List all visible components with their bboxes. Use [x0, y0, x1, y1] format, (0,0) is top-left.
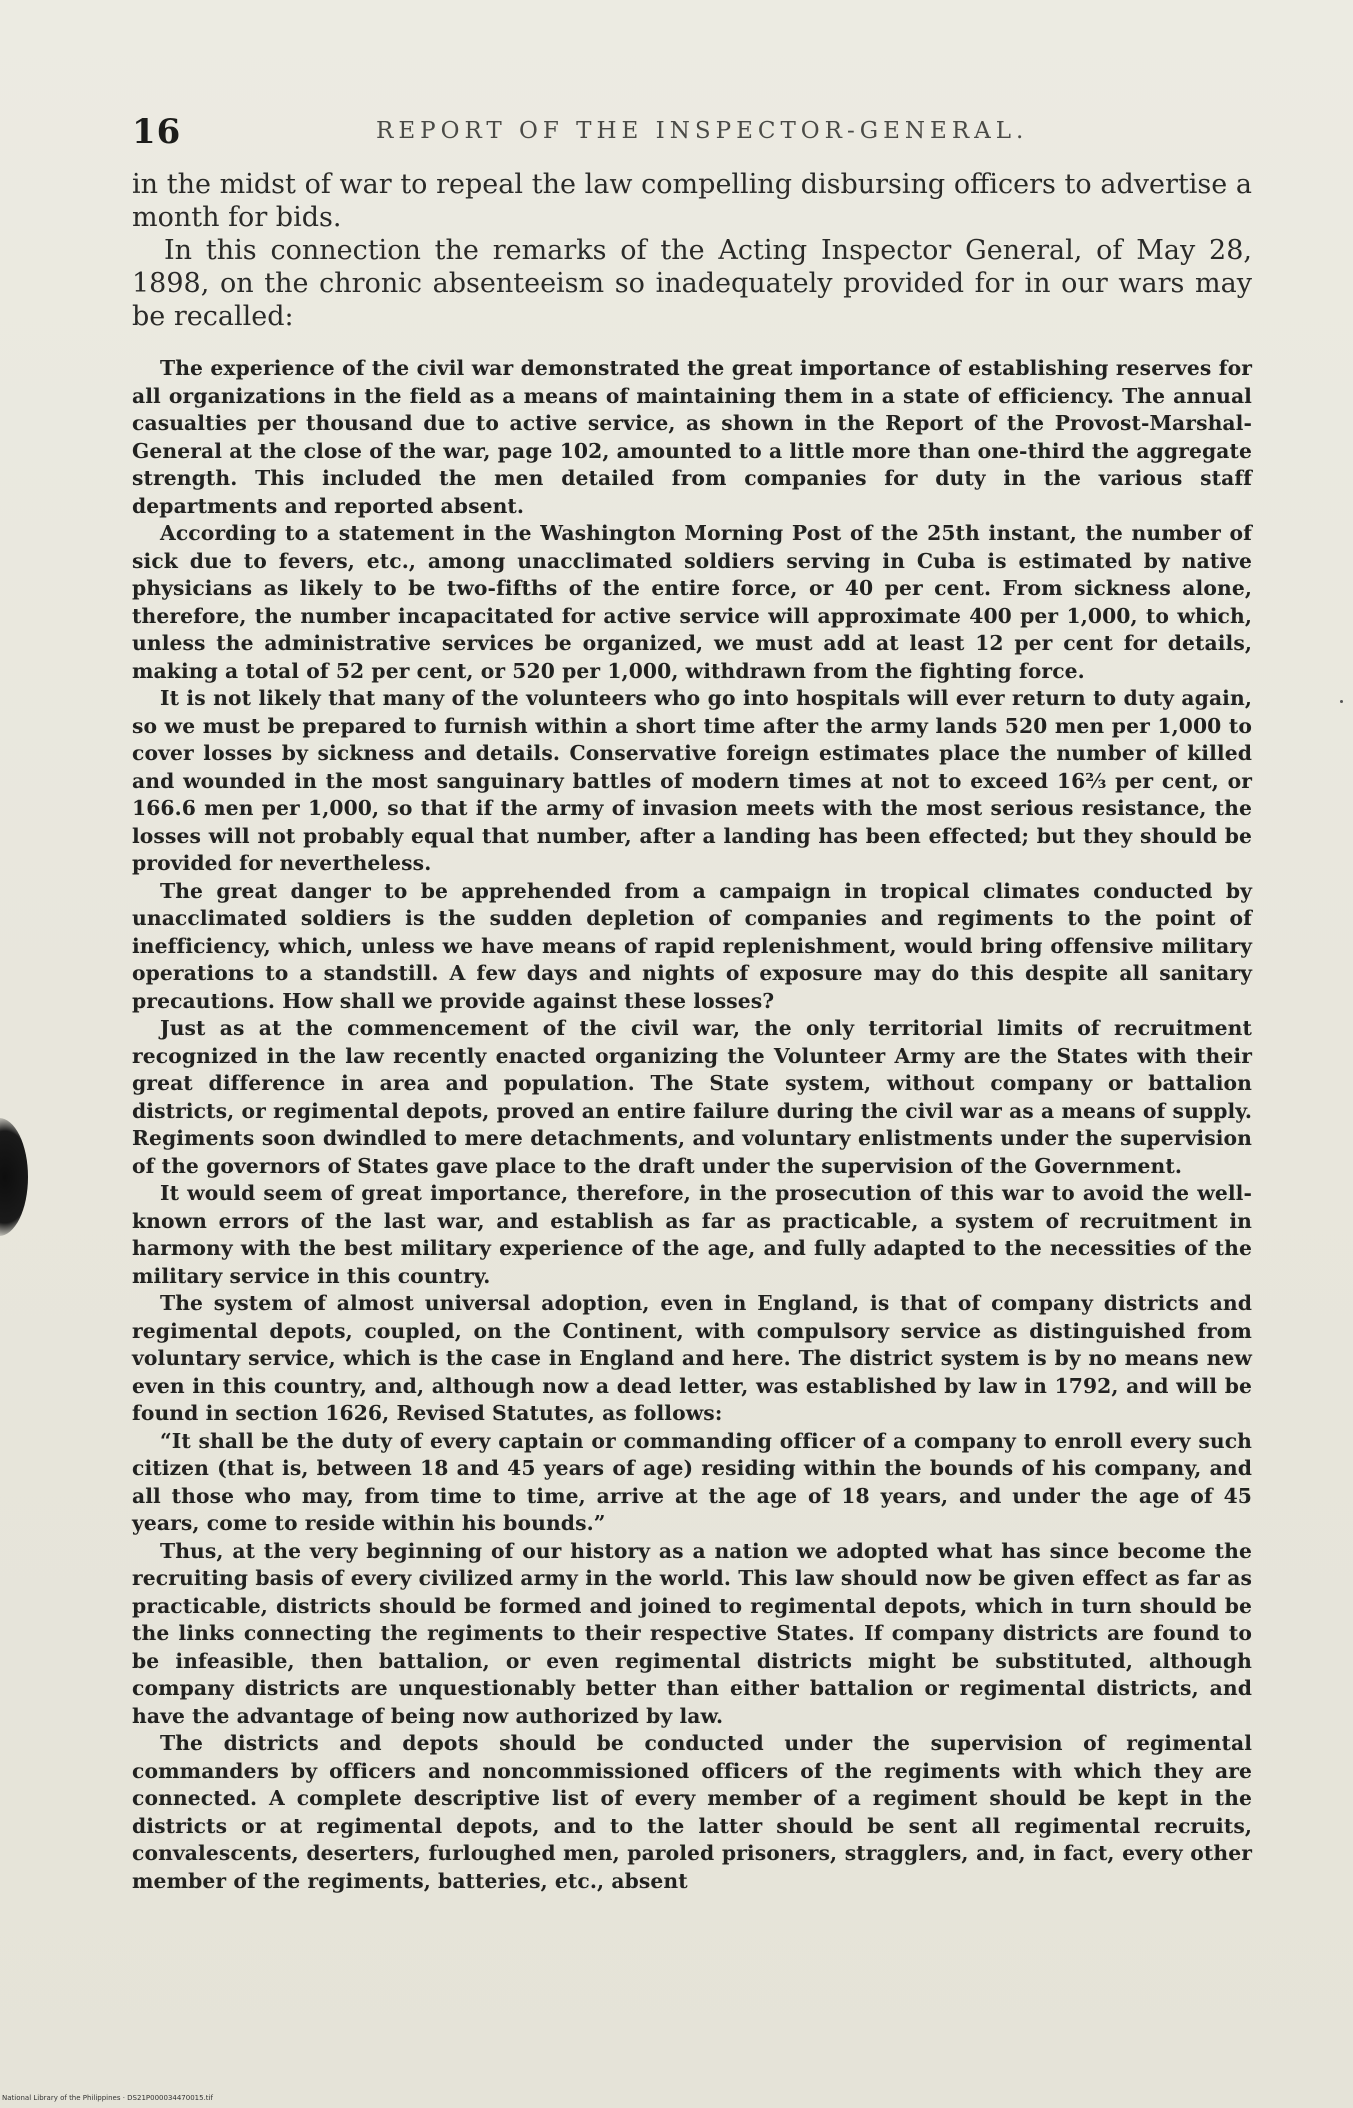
- quote-paragraph: It is not likely that many of the volunteers who go into hospitals will ever return to duty again, so we must be prepared to furnish within a short time after the army lands 520 men per 1,000 to cover losses by sickness and details. Conservative foreign estimates place the number of killed and wounded in the most sanguinary battles of modern times at not to exceed 16⅔ per cent, or 166.6 men per 1,000, so that if the army of invasion meets with the most serious resistance, the losses will not probably equal that number, after a landing has been effected; but they should be provided for nevertheless.: [132, 686, 1252, 875]
- paper-speck: [1340, 700, 1343, 703]
- running-head: REPORT OF THE INSPECTOR-GENERAL.: [376, 118, 1029, 144]
- quote-paragraph: Thus, at the very beginning of our history as a nation we adopted what has since become the recruiting basis of every civilized army in the world. This law should now be given effect as far as practicable, districts should be formed and joined to regimental depots, which in turn should be the links connecting the regiments to their respective States. If company districts are found to be infeasible, then battalion, or even regimental districts might be substituted, although company districts are unquestionably better than either battalion or regimental districts, and have the advantage of being now authorized by law.: [132, 1538, 1252, 1728]
- binding-hole-mark: [0, 1118, 28, 1236]
- quote-paragraph: It would seem of great importance, therefore, in the prosecution of this war to avoid the well-known errors of the last war, and establish as far as practicable, a system of recruitment in harmony with the best military experience of the age, and fully adapted to the necessities of the military service in this country.: [132, 1181, 1252, 1288]
- intro-paragraph: in the midst of war to repeal the law compelling disbursing officers to advertise a month for bids.: [132, 169, 1252, 233]
- intro-paragraph: In this connection the remarks of the Acting Inspector General, of May 28, 1898, on the chronic absenteeism so inadequately provided for in our wars may be recalled:: [132, 235, 1252, 332]
- quote-paragraph: Just as at the commencement of the civil war, the only territorial limits of recruitment recognized in the law recently enacted organizing the Volunteer Army are the States with their great difference in area and population. The State system, without company or battalion districts, or regimental depots, proved an entire failure during the civil war as a means of supply. Regiments soon dwindled to mere detachments, and voluntary enlistments under the supervision of the governors of States gave place to the draft under the supervision of the Government.: [132, 1016, 1252, 1178]
- page-header: [132, 112, 1252, 152]
- page-body: [132, 168, 1252, 1895]
- statute-quote-paragraph: “It shall be the duty of every captain or commanding officer of a company to enroll every such citizen (that is, between 18 and 45 years of age) residing within the bounds of his company, and all those who may, from time to time, arrive at the age of 18 years, and under the age of 45 years, come to reside within his bounds.”: [132, 1428, 1252, 1535]
- quote-paragraph: The experience of the civil war demonstrated the great importance of establishing reserves for all organizations in the field as a means of maintaining them in a state of efficiency. The annual casualties per thousand due to active service, as shown in the Report of the Provost-Marshal-General at the close of the war, page 102, amounted to a little more than one-third the aggregate strength. This included the men detailed from companies for duty in the various staff departments and reported absent.: [132, 356, 1252, 518]
- quoted-remarks: [132, 355, 1252, 1895]
- scan-footer-note: National Library of the Philippines · DS21P000034470015.tif: [2, 2094, 213, 2102]
- quote-paragraph: According to a statement in the Washington Morning Post of the 25th instant, the number of sick due to fevers, etc., among unacclimated soldiers serving in Cuba is estimated by native physicians as likely to be two-fifths of the entire force, or 40 per cent. From sickness alone, therefore, the number incapacitated for active service will approximate 400 per 1,000, to which, unless the administrative services be organized, we must add at least 12 per cent for details, making a total of 52 per cent, or 520 per 1,000, withdrawn from the fighting force.: [132, 521, 1252, 683]
- page-number: 16: [132, 112, 182, 152]
- quote-paragraph: The districts and depots should be conducted under the supervision of regimental commanders by officers and noncommissioned officers of the regiments with which they are connected. A complete descriptive list of every member of a regiment should be kept in the districts or at regimental depots, and to the latter should be sent all regimental recruits, convalescents, deserters, furloughed men, paroled prisoners, stragglers, and, in fact, every other member of the regiments, batteries, etc., absent: [132, 1731, 1252, 1893]
- quote-paragraph: The system of almost universal adoption, even in England, is that of company districts and regimental depots, coupled, on the Continent, with compulsory service as distinguished from voluntary service, which is the case in England and here. The district system is by no means new even in this country, and, although now a dead letter, was established by law in 1792, and will be found in section 1626, Revised Statutes, as follows:: [132, 1291, 1252, 1425]
- quote-paragraph: The great danger to be apprehended from a campaign in tropical climates conducted by unacclimated soldiers is the sudden depletion of companies and regiments to the point of inefficiency, which, unless we have means of rapid replenishment, would bring offensive military operations to a standstill. A few days and nights of exposure may do this despite all sanitary precautions. How shall we provide against these losses?: [132, 878, 1252, 1013]
